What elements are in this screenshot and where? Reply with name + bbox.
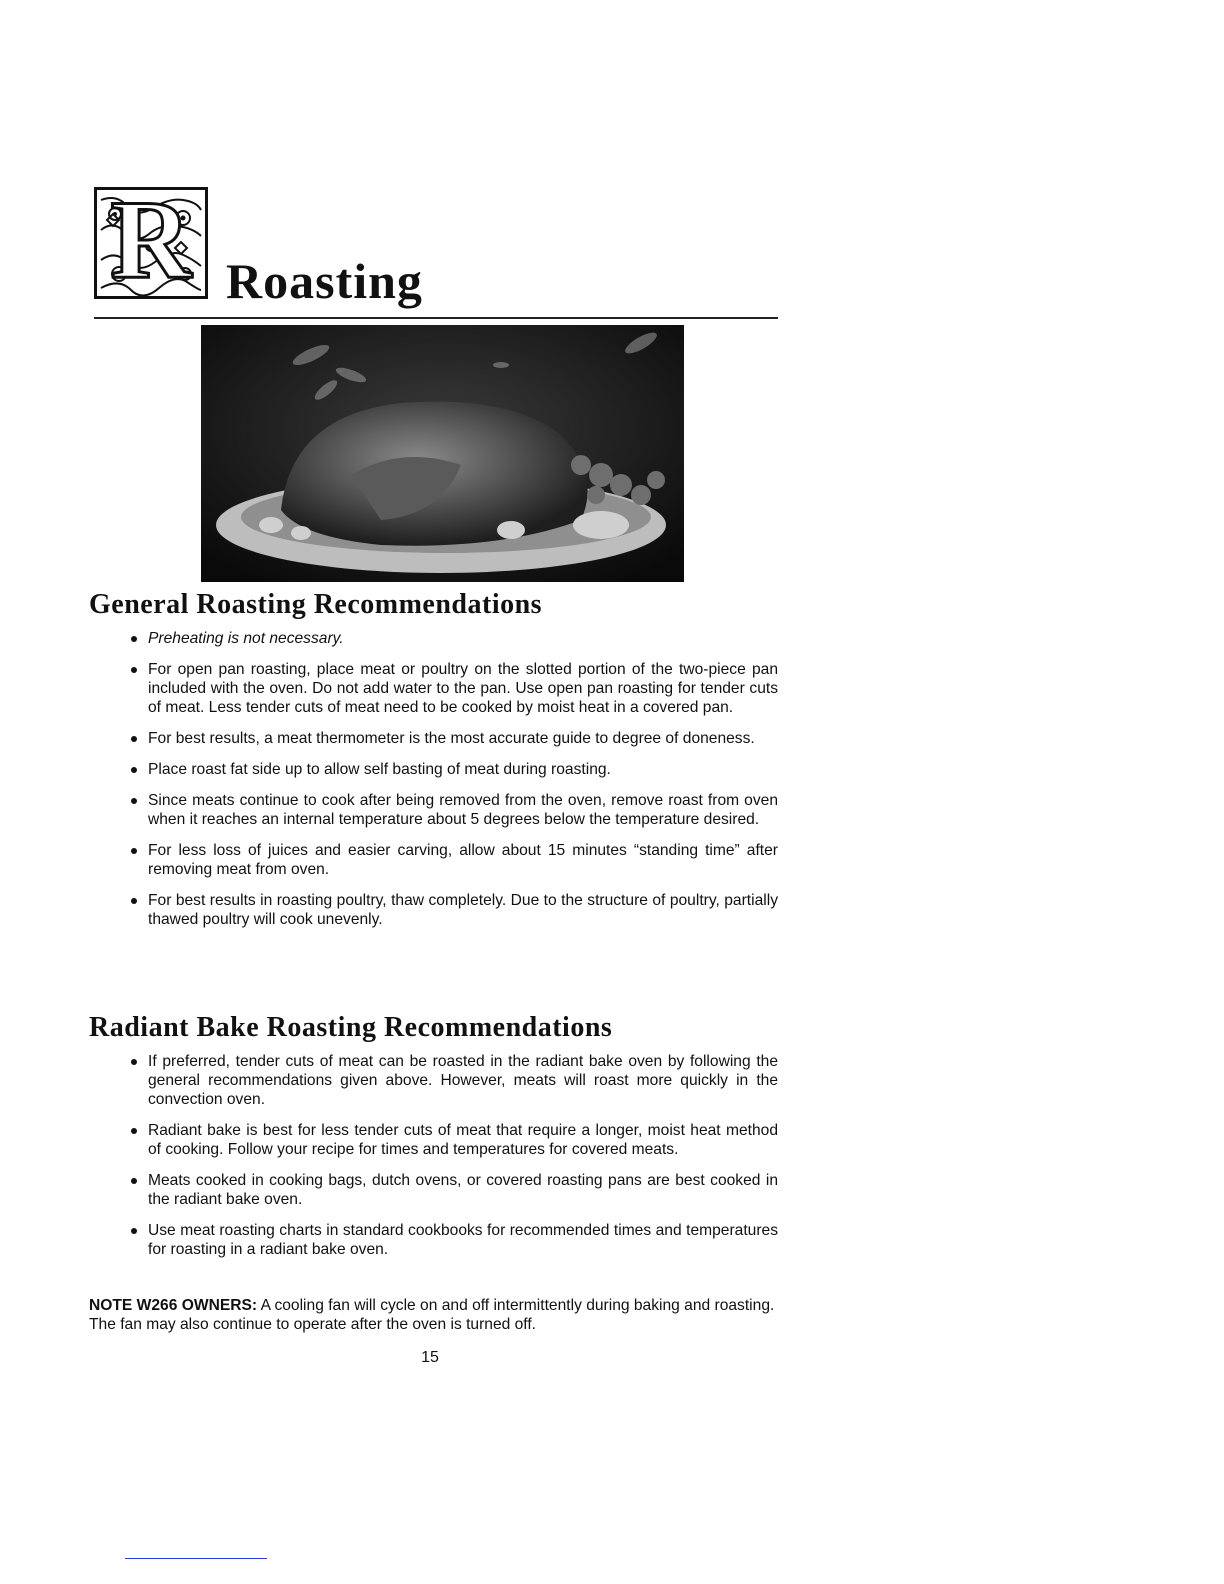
page-title: Roasting (226, 253, 423, 309)
note-text: A cooling fan will cycle on and off intermittently during baking and roasting. The fan may also continue to operate after the oven is turned off. (89, 1297, 775, 1333)
list-item: Meats cooked in cooking bags, dutch ovens, or covered roasting pans are best cooked in the radiant bake oven. (128, 1171, 778, 1209)
page-number: 15 (421, 1349, 439, 1366)
radiant-recommendations-list (128, 1052, 778, 1259)
list-item: For best results in roasting poultry, thaw completely. Due to the structure of poultry, partially thawed poultry will cook unevenly. (128, 891, 778, 929)
list-item: Use meat roasting charts in standard cookbooks for recommended times and temperatures for roasting in a radiant bake oven. (128, 1221, 778, 1259)
roast-photo (201, 325, 684, 582)
footer-divider (125, 1558, 267, 1559)
decorative-initial (94, 178, 208, 302)
list-item: For less loss of juices and easier carving, allow about 15 minutes “standing time” after removing meat from oven. (128, 841, 778, 879)
note-label: NOTE W266 OWNERS: (89, 1297, 258, 1314)
general-recommendations-list (128, 629, 778, 929)
list-item: For open pan roasting, place meat or poultry on the slotted portion of the two-piece pan included with the oven. Do not add water to the pan. Use open pan roasting for tender cuts of meat. Less tender cuts of meat need to be cooked by moist heat in a covered pan. (128, 660, 778, 717)
title-divider (94, 317, 778, 319)
list-item: If preferred, tender cuts of meat can be roasted in the radiant bake oven by following the general recommendations given above. However, meats will roast more quickly in the convection oven. (128, 1052, 778, 1109)
initial-letter: R (110, 178, 192, 302)
owner-note (89, 1296, 779, 1334)
section-heading-general: General Roasting Recommendations (89, 589, 543, 620)
section-heading-radiant: Radiant Bake Roasting Recommendations (89, 1012, 613, 1043)
list-item: Preheating is not necessary. (128, 629, 778, 648)
list-item: Since meats continue to cook after being removed from the oven, remove roast from oven when it reaches an internal temperature about 5 degrees below the temperature desired. (128, 791, 778, 829)
list-item: Place roast fat side up to allow self basting of meat during roasting. (128, 760, 778, 779)
list-item: Radiant bake is best for less tender cuts of meat that require a longer, moist heat method of cooking. Follow your recipe for times and temperatures for covered meats. (128, 1121, 778, 1159)
list-item: For best results, a meat thermometer is the most accurate guide to degree of doneness. (128, 729, 778, 748)
